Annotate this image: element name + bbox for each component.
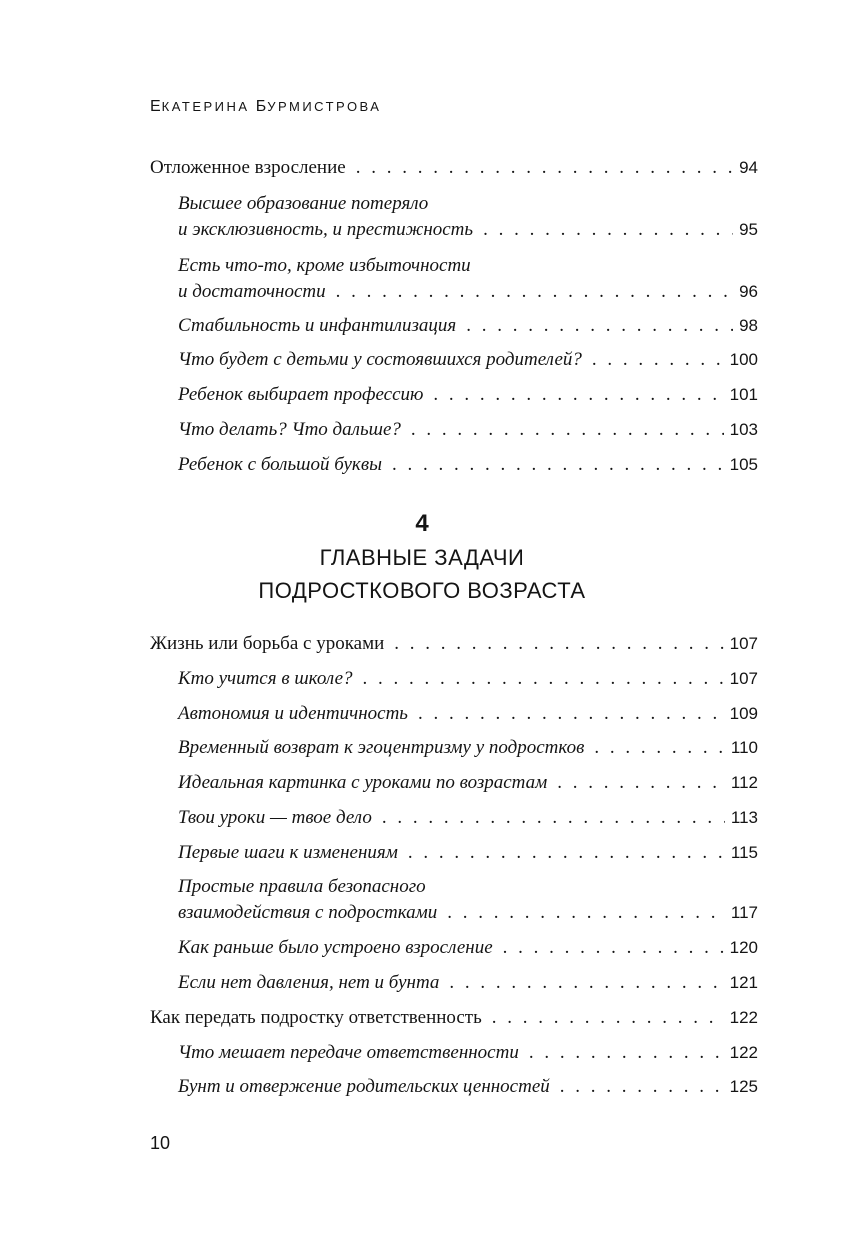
toc-entry-title: взаимодействия с подростками xyxy=(178,902,438,923)
toc-entry-title: Ребенок с большой буквы xyxy=(178,454,382,475)
toc-entry-title: Отложенное взросление xyxy=(150,157,346,178)
toc-subentry xyxy=(178,312,758,340)
dot-leader xyxy=(557,769,725,797)
toc-entry-title: и эксклюзивность, и престижность xyxy=(178,219,474,240)
toc-entry-title: Кто учится в школе? xyxy=(178,668,353,689)
toc-entry xyxy=(150,630,758,658)
dot-leader xyxy=(529,1039,724,1067)
toc-entry-page: 125 xyxy=(729,1077,758,1096)
dot-leader xyxy=(356,154,733,182)
toc-entry-page: 96 xyxy=(739,282,758,301)
dot-leader xyxy=(336,278,733,306)
toc-entry-title: Ребенок выбирает профессию xyxy=(178,384,424,405)
toc-entry-title: Жизнь или борьба с уроками xyxy=(150,633,385,654)
toc-subentry xyxy=(178,665,758,693)
dot-leader xyxy=(503,934,724,962)
toc-entry-title: Как раньше было устроено взросление xyxy=(178,937,493,958)
toc-entry-page: 122 xyxy=(729,1043,758,1062)
chapter-number: 4 xyxy=(415,510,429,537)
toc-subentry xyxy=(178,839,758,867)
toc-entry-title: Первые шаги к изменениям xyxy=(178,842,398,863)
toc-subentry xyxy=(178,769,758,797)
toc-subentry xyxy=(178,700,758,728)
toc-entry-page: 122 xyxy=(729,1008,758,1027)
toc-subentry xyxy=(178,734,758,762)
toc-subentry xyxy=(178,216,758,244)
dot-leader xyxy=(492,1004,724,1032)
toc-entry-page: 121 xyxy=(729,973,758,992)
running-head: ЕКАТЕРИНА БУРМИСТРОВА xyxy=(150,98,382,115)
toc-subentry xyxy=(178,969,758,997)
toc-entry-page: 117 xyxy=(730,903,758,922)
toc-entry xyxy=(150,1004,758,1032)
dot-leader xyxy=(594,734,725,762)
toc-subentry xyxy=(178,381,758,409)
toc-entry-page: 101 xyxy=(729,385,758,404)
toc-entry-title: Автономия и идентичность xyxy=(178,703,408,724)
chapter-title-line1: ГЛАВНЫЕ ЗАДАЧИ xyxy=(319,545,525,570)
toc-subentry xyxy=(178,804,758,832)
toc-entry-page: 113 xyxy=(730,808,758,827)
toc-subentry xyxy=(178,899,758,927)
toc-entry-page: 107 xyxy=(729,634,758,653)
toc-entry-title-line1: Есть что-то, кроме избыточности xyxy=(178,255,471,276)
toc-subentry xyxy=(178,416,758,444)
toc-entry-page: 110 xyxy=(730,738,758,757)
toc-subentry xyxy=(178,451,758,479)
toc-entry-title: Что мешает передаче ответственности xyxy=(178,1042,519,1063)
toc-entry-title-line1: Высшее образование потеряло xyxy=(178,193,429,214)
toc-entry-title: Временный возврат к эгоцентризму у подростков xyxy=(178,737,585,758)
dot-leader xyxy=(483,216,733,244)
toc-subentry xyxy=(178,278,758,306)
page-number: 10 xyxy=(150,1133,171,1153)
toc-entry-title: Как передать подростку ответственность xyxy=(150,1007,482,1028)
toc-entry-page: 105 xyxy=(729,455,758,474)
toc-subentry xyxy=(178,1073,758,1101)
dot-leader xyxy=(411,416,724,444)
toc-entry-page: 120 xyxy=(729,938,758,957)
dot-leader xyxy=(394,630,723,658)
toc-entry-title: Твои уроки — твое дело xyxy=(178,807,372,828)
dot-leader xyxy=(363,665,724,693)
dot-leader xyxy=(447,899,725,927)
toc-entry-title: Стабильность и инфантилизация xyxy=(178,315,457,336)
dot-leader xyxy=(408,839,725,867)
dot-leader xyxy=(560,1073,724,1101)
toc-subentry xyxy=(178,934,758,962)
dot-leader xyxy=(418,700,724,728)
toc-entry-page: 94 xyxy=(739,158,758,177)
toc-entry-page: 100 xyxy=(729,350,758,369)
toc-entry-page: 103 xyxy=(729,420,758,439)
toc-entry-title: Что делать? Что дальше? xyxy=(178,419,401,440)
dot-leader xyxy=(592,346,724,374)
toc-entry xyxy=(150,154,758,182)
toc-entry-page: 95 xyxy=(739,220,758,239)
toc-subentry xyxy=(178,346,758,374)
dot-leader xyxy=(382,804,725,832)
toc-entry-title: и достаточности xyxy=(178,281,326,302)
toc-entry-page: 109 xyxy=(729,704,758,723)
toc-subentry xyxy=(178,1039,758,1067)
dot-leader xyxy=(433,381,723,409)
toc-entry-title: Идеальная картинка с уроками по возрастам xyxy=(178,772,548,793)
toc-entry-title-line1: Простые правила безопасного xyxy=(178,876,426,897)
chapter-title-line2: ПОДРОСТКОВОГО ВОЗРАСТА xyxy=(258,578,586,603)
dot-leader xyxy=(449,969,723,997)
dot-leader xyxy=(466,312,733,340)
dot-leader xyxy=(392,451,724,479)
toc-entry-title: Что будет с детьми у состоявшихся родителей? xyxy=(178,349,582,370)
toc-entry-title: Если нет давления, нет и бунта xyxy=(178,972,440,993)
toc-entry-page: 107 xyxy=(729,669,758,688)
toc-entry-page: 112 xyxy=(730,773,758,792)
toc-entry-title: Бунт и отвержение родительских ценностей xyxy=(178,1076,550,1097)
toc-entry-page: 98 xyxy=(739,316,758,335)
toc-entry-page: 115 xyxy=(730,843,758,862)
